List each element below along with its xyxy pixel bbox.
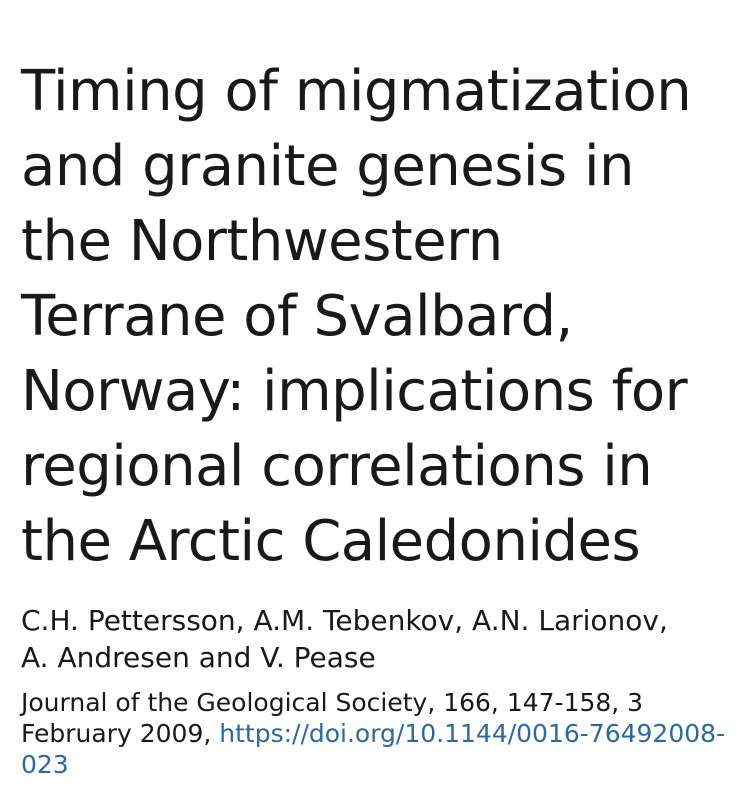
citation-line: [21, 718, 742, 749]
authors-line: A. Andresen and V. Pease: [21, 641, 376, 674]
doi-link-continuation[interactable]: 023: [21, 750, 69, 779]
authors-line: C.H. Pettersson, A.M. Tebenkov, A.N. Larionov,: [21, 604, 668, 637]
citation-date-text: February 2009,: [21, 719, 220, 748]
title-line: and granite genesis in: [21, 134, 635, 199]
citation-line: Journal of the Geological Society, 166, 147-158, 3: [21, 688, 644, 717]
title-line: the Northwestern: [21, 209, 503, 274]
title-line: regional correlations in: [21, 434, 653, 499]
citation-line: [21, 749, 742, 780]
title-line: Norway: implications for: [21, 359, 688, 424]
article-authors: [21, 602, 742, 676]
article-citation: [21, 687, 742, 780]
doi-link[interactable]: https://doi.org/10.1144/0016-76492008-: [219, 719, 726, 748]
title-line: the Arctic Caledonides: [21, 509, 641, 574]
title-line: Terrane of Svalbard,: [21, 284, 573, 349]
article-title: [21, 54, 742, 579]
title-line: Timing of migmatization: [21, 59, 692, 124]
